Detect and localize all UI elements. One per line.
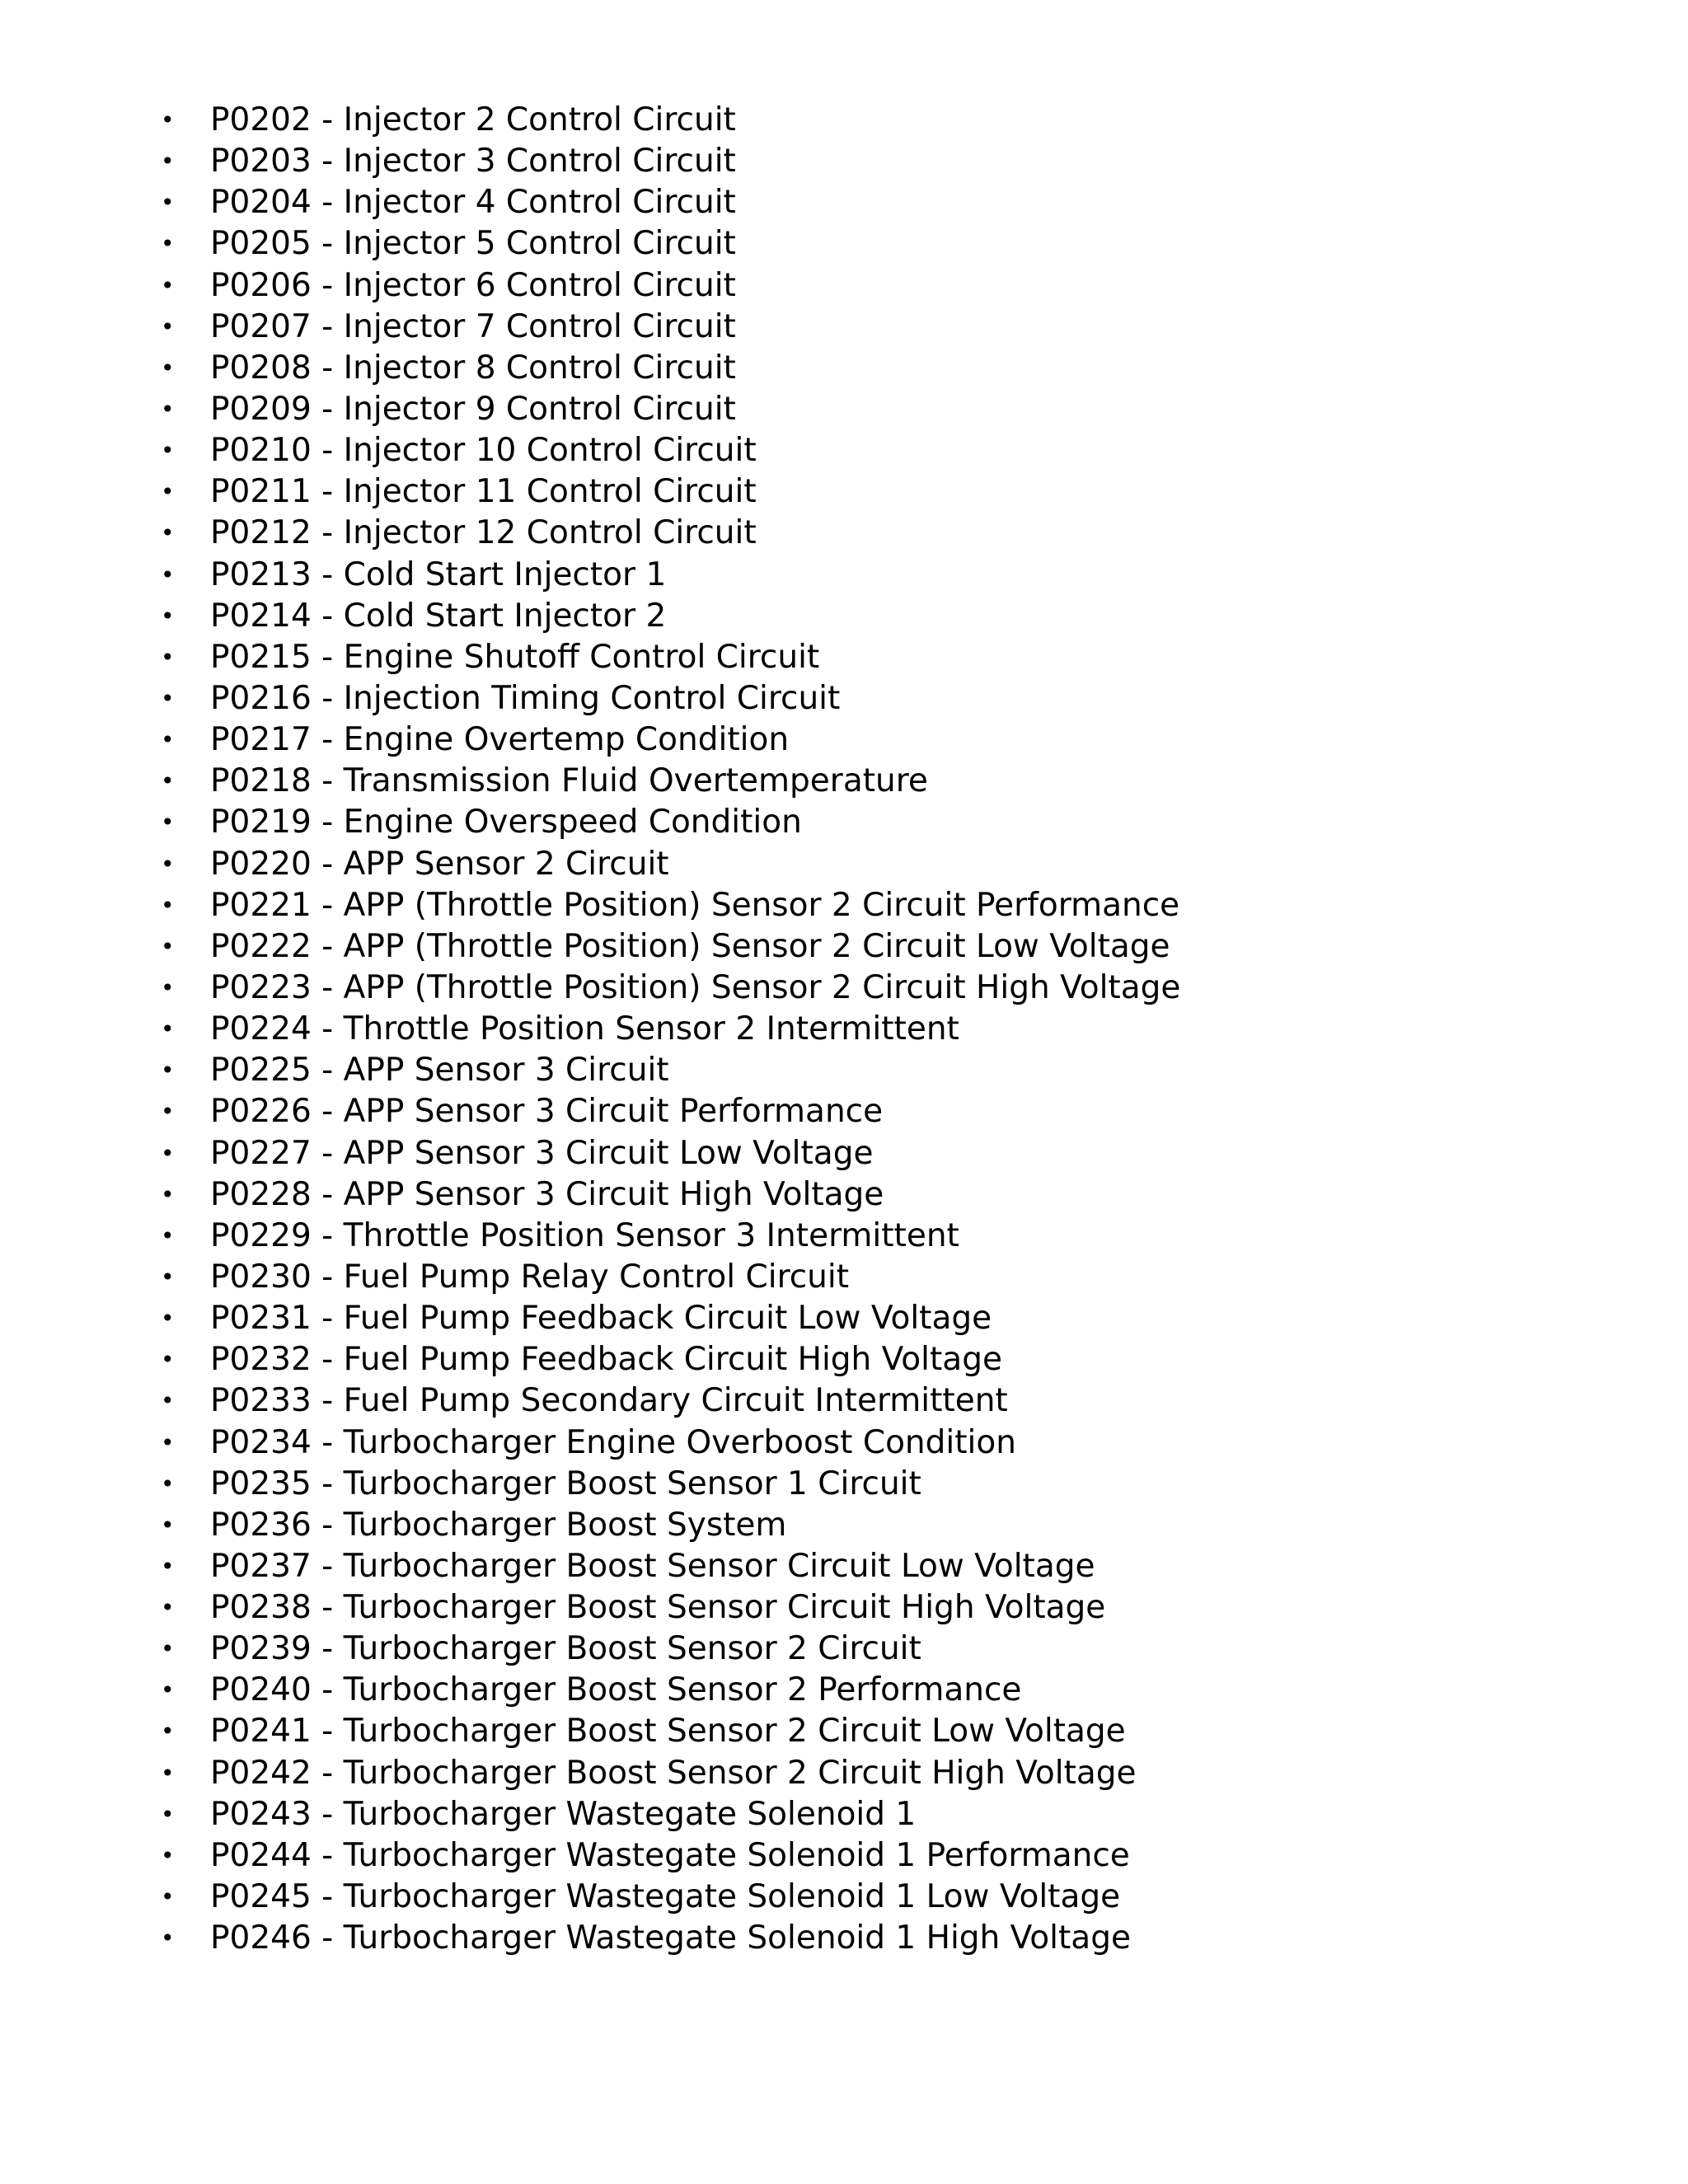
list-item-text: P0220 - APP Sensor 2 Circuit	[210, 845, 669, 883]
list-item	[0, 968, 1688, 1009]
list-item	[0, 182, 1688, 223]
bullet-icon: •	[161, 973, 175, 1001]
list-item-text: P0226 - APP Sensor 3 Circuit Performance	[210, 1093, 884, 1131]
list-item-text: P0231 - Fuel Pump Feedback Circuit Low Voltage	[210, 1300, 992, 1338]
list-item	[0, 1174, 1688, 1216]
list-item	[0, 555, 1688, 596]
list-item-text: P0232 - Fuel Pump Feedback Circuit High Voltage	[210, 1341, 1002, 1379]
list-item-text: P0234 - Turbocharger Engine Overboost Condition	[210, 1423, 1016, 1461]
bullet-icon: •	[161, 230, 175, 258]
list-item	[0, 389, 1688, 430]
list-item-text: P0209 - Injector 9 Control Circuit	[210, 390, 736, 428]
bullet-icon: •	[161, 395, 175, 423]
bullet-icon: •	[161, 767, 175, 795]
list-item	[0, 1380, 1688, 1422]
list-item-text: P0246 - Turbocharger Wastegate Solenoid 1 High Voltage	[210, 1919, 1131, 1957]
list-item	[0, 1464, 1688, 1505]
list-item-text: P0216 - Injection Timing Control Circuit	[210, 679, 841, 717]
list-item	[0, 637, 1688, 678]
list-item-text: P0235 - Turbocharger Boost Sensor 1 Circuit	[210, 1465, 921, 1502]
list-item	[0, 100, 1688, 141]
list-item	[0, 1422, 1688, 1464]
list-item-text: P0230 - Fuel Pump Relay Control Circuit	[210, 1258, 850, 1296]
bullet-icon: •	[161, 726, 175, 754]
list-item-text: P0229 - Throttle Position Sensor 3 Intermittent	[210, 1216, 959, 1254]
list-item-text: P0236 - Turbocharger Boost System	[210, 1506, 787, 1544]
bullet-icon: •	[161, 1552, 175, 1580]
list-item	[0, 348, 1688, 389]
list-item	[0, 265, 1688, 307]
list-item	[0, 430, 1688, 471]
list-item-text: P0204 - Injector 4 Control Circuit	[210, 184, 736, 222]
bullet-icon: •	[161, 560, 175, 588]
list-item	[0, 1339, 1688, 1380]
bullet-icon: •	[161, 189, 175, 217]
list-item	[0, 1091, 1688, 1132]
list-item-text: P0227 - APP Sensor 3 Circuit Low Voltage	[210, 1134, 874, 1172]
bullet-icon: •	[161, 1139, 175, 1167]
list-item	[0, 1587, 1688, 1629]
bullet-icon: •	[161, 1800, 175, 1828]
bullet-icon: •	[161, 1428, 175, 1456]
bullet-icon: •	[161, 1015, 175, 1043]
bullet-icon: •	[161, 1263, 175, 1291]
list-item	[0, 1670, 1688, 1711]
bullet-icon: •	[161, 1098, 175, 1126]
list-item-text: P0238 - Turbocharger Boost Sensor Circuit High Voltage	[210, 1589, 1106, 1627]
list-item-text: P0202 - Injector 2 Control Circuit	[210, 101, 736, 138]
list-item-text: P0208 - Injector 8 Control Circuit	[210, 349, 736, 387]
bullet-icon: •	[161, 271, 175, 299]
list-item	[0, 926, 1688, 968]
list-item	[0, 1711, 1688, 1752]
bullet-icon: •	[161, 602, 175, 630]
bullet-icon: •	[161, 643, 175, 671]
list-item	[0, 1216, 1688, 1257]
list-item	[0, 1629, 1688, 1670]
list-item	[0, 1546, 1688, 1587]
list-item-text: P0205 - Injector 5 Control Circuit	[210, 225, 736, 263]
bullet-icon: •	[161, 1635, 175, 1663]
list-item-text: P0224 - Throttle Position Sensor 2 Intermittent	[210, 1010, 959, 1048]
list-item	[0, 1918, 1688, 1959]
bullet-icon: •	[161, 1841, 175, 1869]
list-item-text: P0244 - Turbocharger Wastegate Solenoid 1 Performance	[210, 1836, 1130, 1874]
list-item-text: P0237 - Turbocharger Boost Sensor Circuit Low Voltage	[210, 1547, 1095, 1585]
bullet-icon: •	[161, 519, 175, 547]
list-item-text: P0217 - Engine Overtemp Condition	[210, 721, 790, 759]
bullet-icon: •	[161, 106, 175, 134]
list-item	[0, 719, 1688, 761]
list-item	[0, 223, 1688, 265]
list-item-text: P0212 - Injector 12 Control Circuit	[210, 514, 757, 552]
list-item-text: P0207 - Injector 7 Control Circuit	[210, 307, 736, 345]
bullet-icon: •	[161, 1511, 175, 1539]
list-item-text: P0221 - APP (Throttle Position) Sensor 2 Circuit Performance	[210, 886, 1180, 924]
list-item-text: P0203 - Injector 3 Control Circuit	[210, 143, 736, 180]
bullet-icon: •	[161, 354, 175, 382]
bullet-icon: •	[161, 1676, 175, 1704]
list-item	[0, 1050, 1688, 1091]
diagnostic-code-list	[0, 100, 1688, 1959]
list-item	[0, 802, 1688, 843]
list-item-text: P0243 - Turbocharger Wastegate Solenoid 1	[210, 1795, 917, 1833]
list-item	[0, 141, 1688, 182]
bullet-icon: •	[161, 1469, 175, 1497]
bullet-icon: •	[161, 1594, 175, 1622]
list-item-text: P0213 - Cold Start Injector 1	[210, 555, 667, 593]
list-item-text: P0245 - Turbocharger Wastegate Solenoid 1 Low Voltage	[210, 1878, 1121, 1916]
bullet-icon: •	[161, 684, 175, 712]
list-item-text: P0219 - Engine Overspeed Condition	[210, 804, 802, 841]
list-item-text: P0210 - Injector 10 Control Circuit	[210, 432, 757, 470]
list-item	[0, 678, 1688, 719]
list-item	[0, 307, 1688, 348]
list-item-text: P0218 - Transmission Fluid Overtemperature	[210, 762, 928, 800]
list-item-text: P0223 - APP (Throttle Position) Sensor 2 Circuit High Voltage	[210, 968, 1181, 1006]
list-item	[0, 1835, 1688, 1877]
list-item	[0, 1753, 1688, 1794]
list-item-text: P0206 - Injector 6 Control Circuit	[210, 266, 736, 304]
list-item-text: P0225 - APP Sensor 3 Circuit	[210, 1052, 669, 1090]
list-item-text: P0233 - Fuel Pump Secondary Circuit Intermittent	[210, 1382, 1008, 1420]
list-item	[0, 1505, 1688, 1546]
bullet-icon: •	[161, 1759, 175, 1787]
list-item-text: P0215 - Engine Shutoff Control Circuit	[210, 638, 820, 676]
list-item	[0, 471, 1688, 513]
bullet-icon: •	[161, 1387, 175, 1415]
list-item	[0, 885, 1688, 926]
list-item-text: P0242 - Turbocharger Boost Sensor 2 Circuit High Voltage	[210, 1754, 1137, 1792]
list-item-text: P0222 - APP (Throttle Position) Sensor 2 Circuit Low Voltage	[210, 927, 1170, 965]
bullet-icon: •	[161, 1057, 175, 1085]
list-item	[0, 1133, 1688, 1174]
bullet-icon: •	[161, 1305, 175, 1333]
bullet-icon: •	[161, 808, 175, 837]
bullet-icon: •	[161, 312, 175, 340]
bullet-icon: •	[161, 437, 175, 465]
list-item	[0, 1257, 1688, 1298]
bullet-icon: •	[161, 891, 175, 919]
bullet-icon: •	[161, 478, 175, 506]
list-item-text: P0214 - Cold Start Injector 2	[210, 597, 667, 635]
list-item-text: P0240 - Turbocharger Boost Sensor 2 Performance	[210, 1671, 1022, 1709]
list-item	[0, 1009, 1688, 1050]
list-item	[0, 1298, 1688, 1339]
list-item	[0, 1877, 1688, 1918]
list-item	[0, 761, 1688, 802]
bullet-icon: •	[161, 1924, 175, 1952]
list-item	[0, 596, 1688, 637]
bullet-icon: •	[161, 1221, 175, 1249]
list-item	[0, 1794, 1688, 1835]
list-item	[0, 844, 1688, 885]
list-item-text: P0228 - APP Sensor 3 Circuit High Voltage	[210, 1175, 884, 1213]
bullet-icon: •	[161, 1180, 175, 1208]
bullet-icon: •	[161, 1346, 175, 1374]
list-item-text: P0239 - Turbocharger Boost Sensor 2 Circuit	[210, 1630, 921, 1668]
list-item-text: P0211 - Injector 11 Control Circuit	[210, 473, 757, 511]
bullet-icon: •	[161, 1883, 175, 1911]
bullet-icon: •	[161, 850, 175, 878]
bullet-icon: •	[161, 148, 175, 176]
bullet-icon: •	[161, 1718, 175, 1746]
bullet-icon: •	[161, 932, 175, 960]
list-item	[0, 513, 1688, 554]
list-item-text: P0241 - Turbocharger Boost Sensor 2 Circuit Low Voltage	[210, 1713, 1126, 1750]
